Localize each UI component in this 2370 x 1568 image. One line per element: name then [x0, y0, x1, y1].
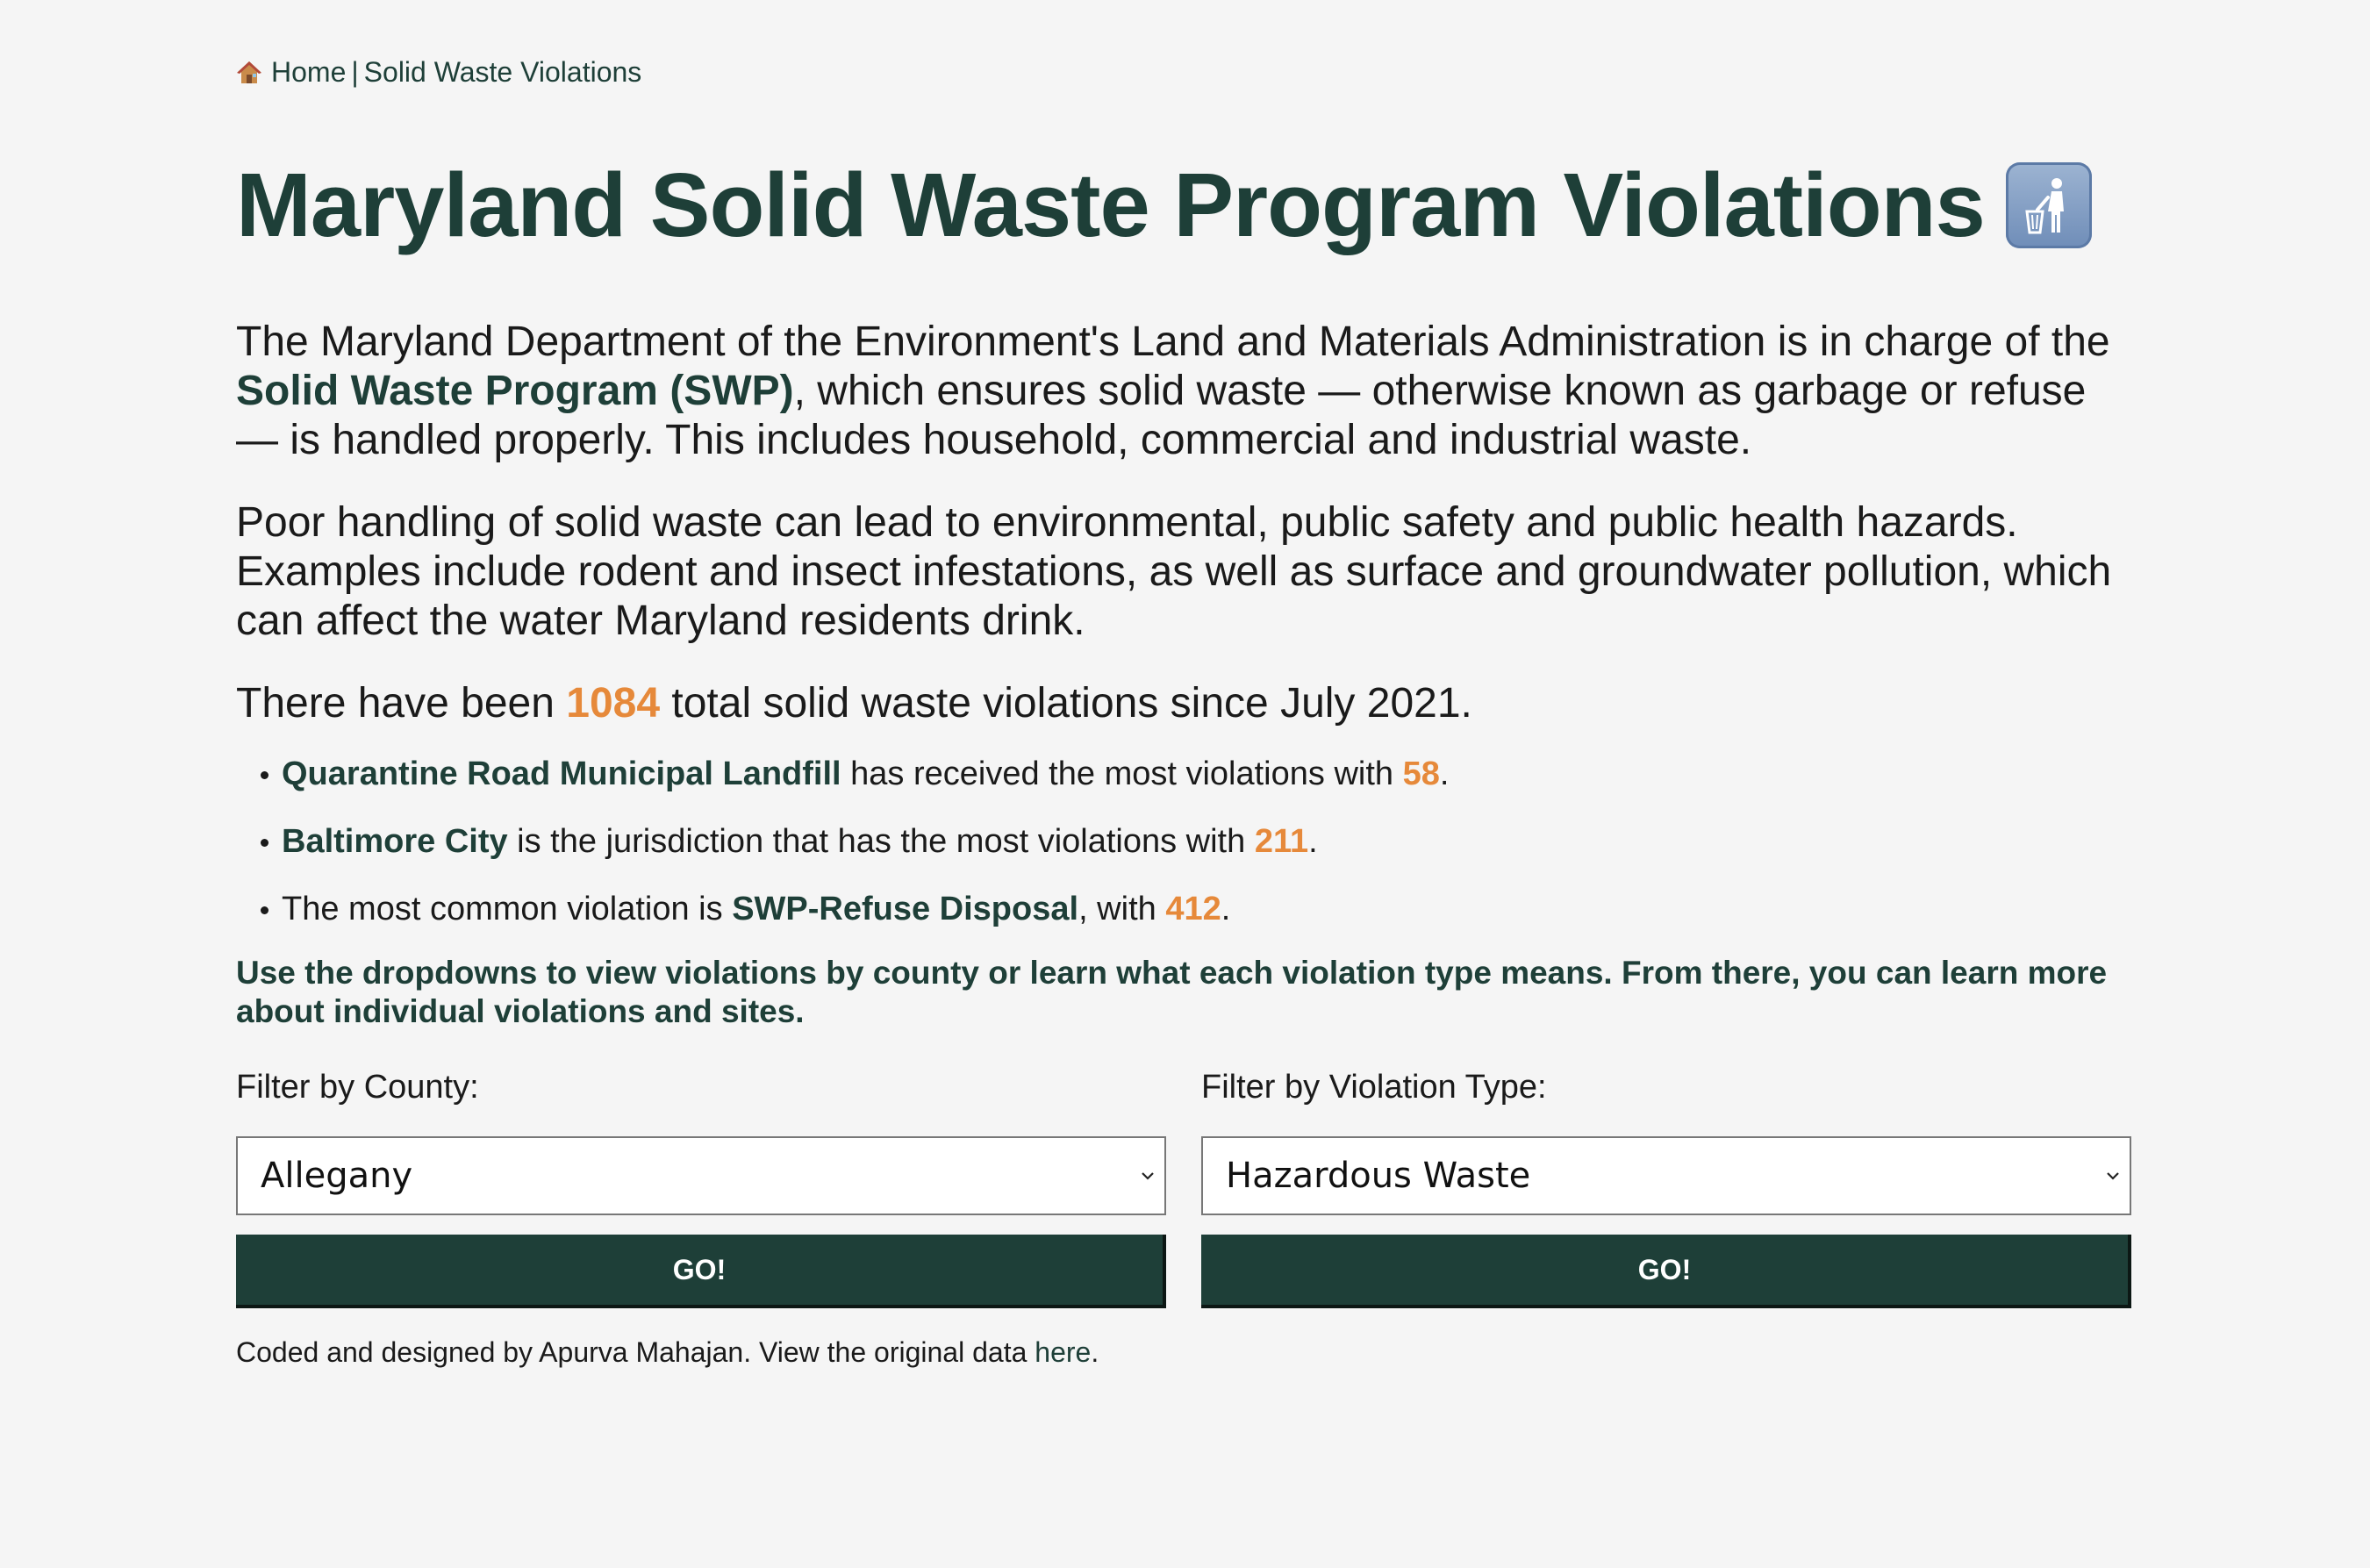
filters-section	[236, 1064, 2131, 1308]
county-filter-label: Filter by County:	[236, 1069, 479, 1106]
violation-type-select-value: Hazardous Waste	[1226, 1156, 1531, 1196]
county-filter	[236, 1064, 1166, 1308]
total-violations-count: 1084	[566, 680, 661, 727]
violation-type-filter	[1201, 1064, 2131, 1308]
swp-highlight: Solid Waste Program (SWP)	[236, 368, 794, 414]
county-select-value: Allegany	[261, 1156, 413, 1196]
top-jurisdiction-name: Baltimore City	[282, 823, 508, 860]
violation-type-go-button[interactable]: GO!	[1201, 1235, 2131, 1308]
top-jurisdiction-count: 211	[1254, 823, 1309, 860]
total-text-after: total solid waste violations since July 2021.	[660, 680, 1472, 727]
list-item	[282, 819, 2131, 864]
breadcrumb-home-link[interactable]: Home	[271, 56, 347, 88]
original-data-link[interactable]: here	[1035, 1336, 1092, 1368]
house-icon	[236, 60, 262, 84]
chevron-down-icon	[2105, 1168, 2121, 1184]
violation-type-select[interactable]	[1201, 1136, 2131, 1215]
fact-end: .	[1308, 823, 1318, 860]
intro-paragraph-1	[236, 318, 2131, 465]
fact-text: is the jurisdiction that has the most violations with	[507, 823, 1255, 860]
breadcrumb-current: Solid Waste Violations	[363, 56, 642, 88]
breadcrumb-separator: |	[351, 56, 359, 88]
intro-paragraph-2: Poor handling of solid waste can lead to environmental, public safety and public health hazards. Examples include rodent and insect infestations, as well as surface and groundwater pollution, which can affect the water Maryland residents drink.	[236, 499, 2112, 644]
top-site-count: 58	[1402, 755, 1440, 792]
facts-list	[236, 751, 2131, 932]
county-select[interactable]	[236, 1136, 1166, 1215]
footer	[236, 1333, 2131, 1371]
top-site-name: Quarantine Road Municipal Landfill	[282, 755, 841, 792]
breadcrumb	[236, 53, 2131, 91]
fact-text: The most common violation is	[282, 891, 733, 927]
intro-p1-text: The Maryland Department of the Environment's Land and Materials Administration is in charge of the	[236, 319, 2110, 365]
total-text-before: There have been	[236, 680, 567, 727]
fact-end: .	[1221, 891, 1231, 927]
list-item	[282, 751, 2131, 797]
intro-paragraph-3	[236, 679, 2131, 728]
page-title-row	[236, 153, 2131, 258]
footer-end: .	[1091, 1336, 1099, 1368]
list-item	[282, 886, 2131, 932]
page-title: Maryland Solid Waste Program Violations	[236, 154, 1985, 255]
page	[236, 0, 2131, 1371]
intro-p1-text-end: , which ensures solid waste — otherwise known as garbage or refuse — is handled properly. This includes household, commercial and industrial waste.	[236, 368, 2087, 463]
dropdown-instructions: Use the dropdowns to view violations by county or learn what each violation type means. From there, you can learn more about individual violations and sites.	[236, 955, 2108, 1029]
fact-end: .	[1439, 755, 1450, 792]
fact-text: , with	[1078, 891, 1166, 927]
violation-type-filter-label: Filter by Violation Type:	[1201, 1069, 1547, 1106]
top-violation-count: 412	[1165, 891, 1221, 927]
county-go-button[interactable]: GO!	[236, 1235, 1166, 1308]
top-violation-type: SWP-Refuse Disposal	[732, 891, 1079, 927]
footer-text: Coded and designed by Apurva Mahajan. View the original data	[236, 1336, 1035, 1368]
chevron-down-icon	[1140, 1168, 1156, 1184]
fact-text: has received the most violations with	[841, 755, 1403, 792]
intro-section	[236, 318, 2131, 728]
trash-icon	[2006, 162, 2092, 248]
